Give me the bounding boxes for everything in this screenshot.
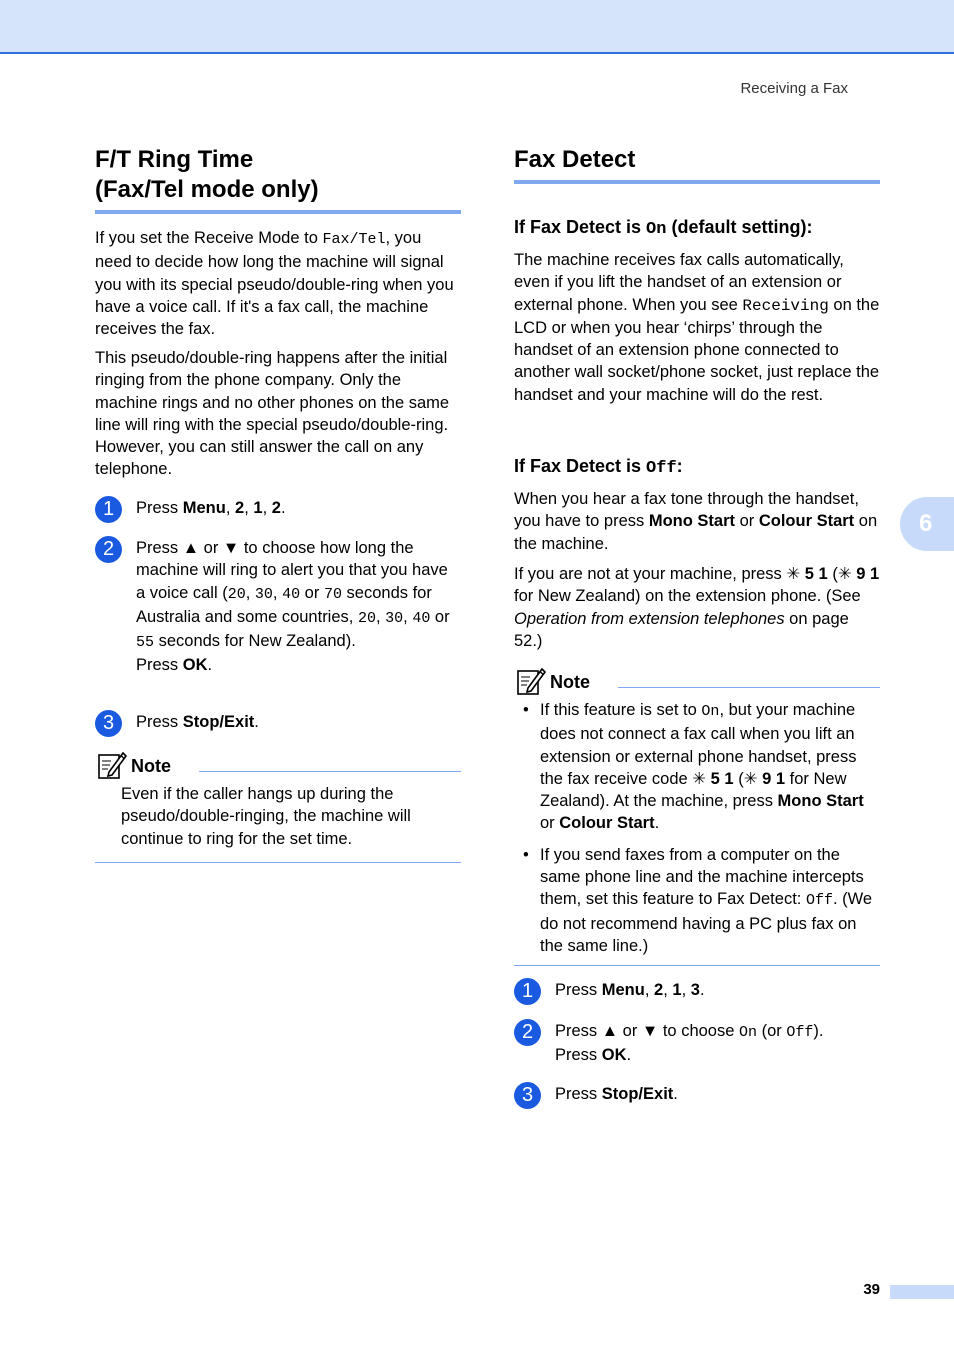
text: If Fax Detect is — [514, 456, 647, 476]
key-ok: OK — [601, 1046, 627, 1065]
text: , — [681, 981, 691, 999]
text: (default setting): — [666, 217, 813, 237]
text: , you need to decide how long the machine will signal you with its special pseudo/double-ring when you have a voice call. If it's a fax call, the machine receives the fax. — [95, 229, 454, 339]
text: , — [644, 981, 655, 999]
receive-code: ✳ 9 1 — [743, 769, 786, 788]
text: , — [225, 499, 236, 517]
text: Press — [555, 981, 602, 999]
value: 30 — [385, 609, 404, 627]
receive-code: ✳ 9 1 — [837, 565, 880, 583]
text: or — [430, 607, 450, 626]
text: . — [207, 656, 213, 675]
paragraph-pseudo-ring: This pseudo/double-ring happens after the initial ringing from the phone company. Only the machine rings and no other phones on the same line will ring with the special pseudo/double-ring. However, you can still answer the call on any telephone. — [95, 349, 450, 479]
step-3-text — [555, 1083, 880, 1105]
value: 40 — [412, 609, 431, 627]
step-2 — [514, 1020, 880, 1067]
top-band — [0, 0, 954, 54]
text: on the LCD or when you hear ‘chirps’ through the handset of an extension phone connected to another wall socket/phone socket, just replace the handset and your machine will do the rest. — [514, 295, 880, 404]
step-number-3: 3 — [95, 710, 122, 737]
text: , — [244, 499, 254, 517]
text: If you are not at your machine, press — [514, 565, 787, 583]
text: for New Zealand) on the extension phone. (See — [514, 587, 861, 606]
note-item-2 — [514, 844, 880, 957]
text: Press — [555, 1046, 602, 1065]
step-number-1: 1 — [95, 496, 122, 523]
paragraph-intro — [95, 227, 461, 340]
note-list — [514, 699, 880, 957]
step-number-2: 2 — [514, 1019, 541, 1046]
text: or — [300, 583, 324, 602]
key-stop-exit: Stop/Exit — [601, 1085, 674, 1103]
cross-reference: Operation from extension telephones — [514, 609, 785, 628]
running-head: Receiving a Fax — [740, 80, 848, 97]
key-mono-start: Mono Start — [777, 792, 864, 811]
receive-code: ✳ 5 1 — [786, 565, 828, 583]
text: . — [673, 1085, 678, 1103]
note-header — [514, 668, 880, 696]
setting-code: Off — [786, 1024, 814, 1041]
key: 2 — [235, 499, 245, 517]
text: ( — [827, 565, 838, 583]
step-1 — [514, 979, 880, 1001]
text: : — [676, 456, 683, 476]
text: ( — [733, 769, 744, 788]
value: 20 — [227, 585, 246, 603]
value: 55 — [136, 634, 155, 652]
text: If you send faxes from a computer on the same phone line and the machine intercepts them, set this feature to Fax Detect: — [540, 845, 864, 909]
setting-code: Off — [646, 459, 677, 478]
text: , — [663, 981, 673, 999]
key-ok: OK — [182, 656, 208, 675]
key-stop-exit: Stop/Exit — [182, 713, 255, 731]
chapter-tab: 6 — [900, 497, 954, 551]
text: Press — [136, 499, 183, 517]
subheading-fax-detect-on — [514, 215, 880, 242]
note-item-1 — [514, 699, 880, 835]
step-number-1: 1 — [514, 978, 541, 1005]
step-1-text — [136, 497, 461, 519]
note-rule — [199, 771, 461, 772]
text: (or — [757, 1022, 787, 1040]
note-box — [514, 668, 880, 966]
step-1-text — [555, 979, 880, 1001]
text: on page 52.) — [514, 609, 849, 650]
setting-code: On — [646, 220, 667, 239]
step-number-3: 3 — [514, 1082, 541, 1109]
text: When you hear a fax tone through the handset, you have to press — [514, 490, 859, 531]
value: 20 — [357, 609, 376, 627]
section-title-ft-ring-time — [95, 145, 461, 214]
text: , — [262, 499, 272, 517]
text: Press — [136, 713, 183, 731]
text: seconds for New Zealand). — [154, 632, 356, 651]
setting-code: On — [701, 703, 720, 720]
paragraph-fax-detect-off — [514, 488, 880, 555]
text: , — [272, 583, 283, 602]
text: . — [280, 499, 286, 517]
text: If Fax Detect is — [514, 217, 647, 237]
page-band — [890, 1285, 954, 1299]
step-2-text — [136, 537, 461, 677]
key: 1 — [253, 499, 263, 517]
key-menu: Menu — [601, 981, 645, 999]
key: 1 — [672, 981, 682, 999]
text: , — [245, 583, 255, 602]
text: for New Zealand). At the machine, press — [540, 769, 847, 811]
text: . — [254, 713, 259, 731]
key-colour-start: Colour Start — [559, 814, 655, 833]
value: 40 — [282, 585, 301, 603]
page-number: 39 — [863, 1281, 880, 1298]
receive-code: ✳ 5 1 — [692, 769, 734, 788]
step-2 — [95, 537, 461, 677]
step-number-2: 2 — [95, 536, 122, 563]
text: , — [403, 607, 413, 626]
text: Press — [555, 1085, 602, 1103]
paragraph-extension-code — [514, 563, 880, 652]
setting-code: Off — [805, 892, 833, 910]
title-line-2: (Fax/Tel mode only) — [95, 176, 319, 203]
text: If you set the Receive Mode to — [95, 229, 323, 247]
value: 70 — [323, 585, 342, 603]
step-1 — [95, 497, 461, 519]
text: seconds for Australia and some countries, — [136, 583, 432, 626]
step-3 — [95, 711, 461, 733]
key: 3 — [690, 981, 700, 999]
text: Press — [136, 656, 183, 675]
key: 2 — [654, 981, 664, 999]
step-3-text — [136, 711, 461, 733]
key-colour-start: Colour Start — [758, 512, 855, 531]
note-box — [95, 752, 461, 863]
title-line-1: F/T Ring Time — [95, 146, 254, 173]
text: or — [540, 814, 560, 833]
text: . — [654, 814, 660, 833]
setting-code: On — [738, 1024, 757, 1041]
text: Press ▲ or ▼ to choose how long the machine will ring to alert you that you have a voice call ( — [136, 539, 448, 602]
section-title-fax-detect: Fax Detect — [514, 145, 880, 184]
text: The machine receives fax calls automatically, even if you lift the handset of an extension or external phone. When you see — [514, 251, 844, 314]
mode-code: Fax/Tel — [322, 231, 386, 248]
step-3 — [514, 1083, 880, 1105]
text: , but your machine does not connect a fax call when you lift an extension or external phone handset, press the fax receive code — [540, 701, 857, 788]
key: 2 — [271, 499, 281, 517]
key-mono-start: Mono Start — [648, 512, 735, 531]
note-label: Note — [550, 672, 590, 692]
note-pencil-icon — [516, 666, 546, 696]
text: , — [375, 607, 386, 626]
subheading-fax-detect-off — [514, 454, 880, 481]
text: . (We do not recommend having a PC plus fax on the same line.) — [540, 890, 873, 955]
text: Press ▲ or ▼ to choose — [555, 1022, 739, 1040]
key-menu: Menu — [182, 499, 226, 517]
text: . — [699, 981, 705, 999]
text: or — [735, 512, 759, 531]
note-label: Note — [131, 756, 171, 776]
note-rule — [618, 687, 880, 688]
step-2-text — [555, 1020, 880, 1067]
paragraph-fax-detect-on — [514, 249, 880, 406]
text: ). — [813, 1022, 824, 1040]
text: . — [626, 1046, 632, 1065]
text: If this feature is set to — [540, 701, 702, 719]
lcd-code: Receiving — [742, 296, 829, 315]
note-text: Even if the caller hangs up during the pseudo/double-ringing, the machine will continue to ring for the set time. — [121, 785, 411, 848]
value: 30 — [254, 585, 273, 603]
note-header — [95, 752, 461, 780]
text: on the machine. — [514, 512, 878, 553]
note-pencil-icon — [97, 750, 127, 780]
